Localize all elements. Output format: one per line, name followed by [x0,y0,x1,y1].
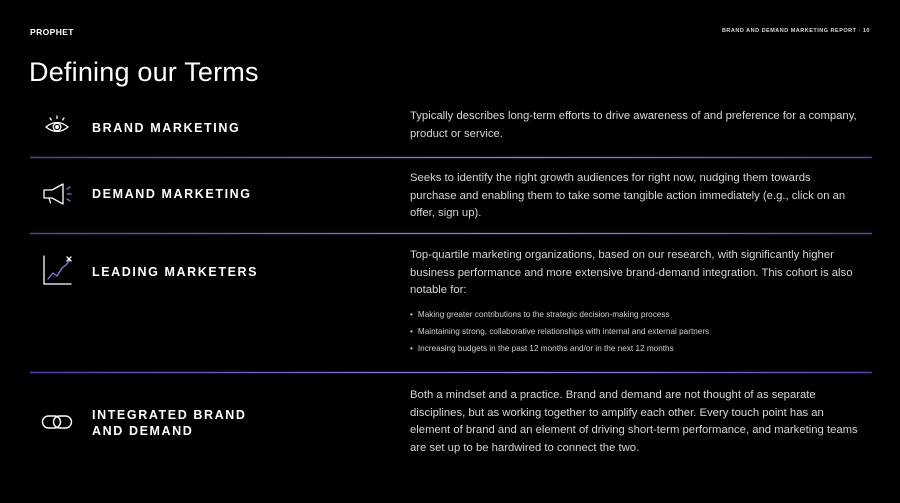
eye-icon [40,110,74,144]
term-description: Both a mindset and a practice. Brand and demand are not thought of as separate disciplines, but as working together to amplify each other. Every touch point has an element of brand and an element of driving short-term performance, and marketing teams are set up to be hardwired to connect the two. [410,389,858,454]
page-title: Defining our Terms [29,57,259,87]
term-description: Typically describes long-term efforts to drive awareness of and preference for a company, product or service. [410,110,857,140]
list-item: • Maintaining strong, collaborative relationships with internal and external partners [410,323,860,340]
section-divider [30,157,872,158]
list-item: • Increasing budgets in the past 12 months and/or in the next 12 months [410,340,860,357]
term-label-line: AND DEMAND [92,424,194,438]
term-label-line: INTEGRATED BRAND [92,408,247,422]
brand-logo: PROPHET [30,27,74,37]
section-divider [30,372,872,373]
list-item: • Making greater contributions to the strategic decision-making process [410,306,860,323]
term-label [92,407,247,439]
report-page-label: BRAND AND DEMAND MARKETING REPORT · 10 [721,28,870,34]
notable-traits-list [410,306,860,357]
section-divider [30,233,872,234]
term-label: BRAND MARKETING [92,121,241,135]
linked-rings-icon [40,405,74,439]
term-description: Seeks to identify the right growth audiences for right now, nudging them towards purchase and enabling them to take some tangible action immediately (e.g., click on an offer, sign up). [410,172,846,219]
term-label: LEADING MARKETERS [92,265,259,279]
growth-chart-icon [40,253,74,287]
term-label: DEMAND MARKETING [92,187,252,201]
megaphone-icon [40,177,74,211]
term-description: Top-quartile marketing organizations, based on our research, with significantly higher business performance and more extensive brand-demand integration. This cohort is also notable for: [410,249,853,296]
